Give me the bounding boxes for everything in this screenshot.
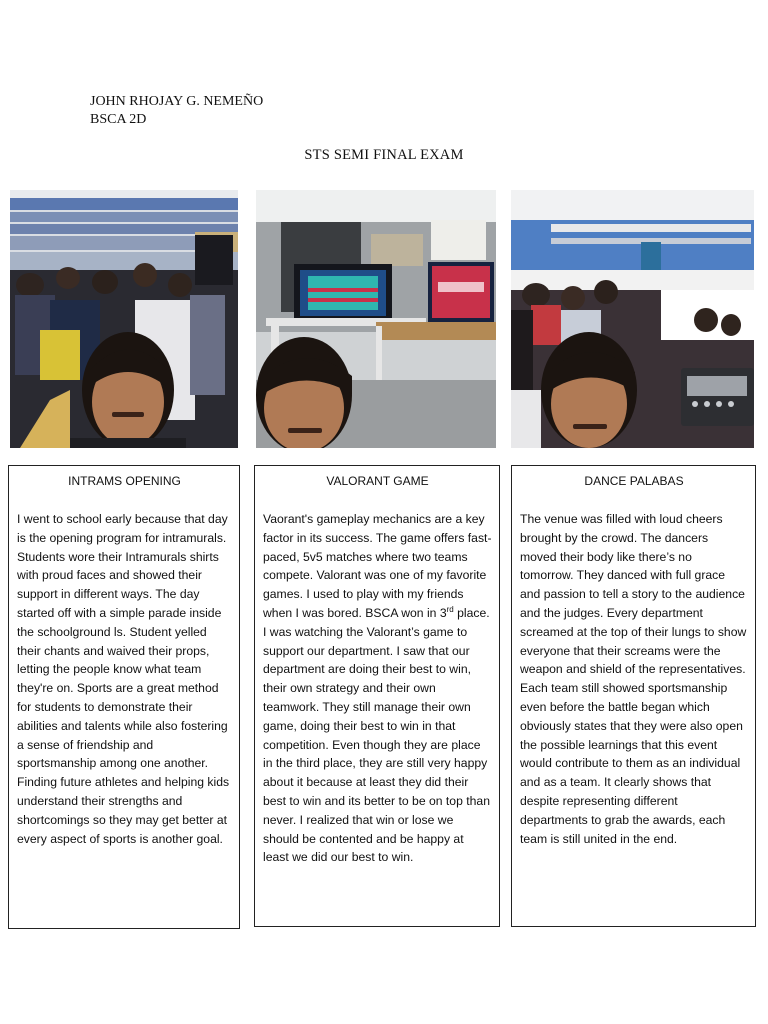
document-title: STS SEMI FINAL EXAM <box>304 147 464 163</box>
ordinal-suffix: rd <box>446 604 454 614</box>
photo-intrams-opening <box>10 190 238 448</box>
photo-intrams-opening-image <box>10 190 238 448</box>
section-title: INTRAMS OPENING <box>68 474 181 488</box>
author-course: BSCA 2D <box>90 112 147 127</box>
section-body <box>263 510 492 867</box>
photo-dance-palabas <box>511 190 754 448</box>
photo-dance-palabas-image <box>511 190 754 448</box>
photo-valorant-game <box>256 190 496 448</box>
section-dance-palabas <box>511 465 756 927</box>
section-body-part-2: place. I was watching the Valorant’s game to support our department. I saw that our department are doing their best to win, their own strategy and their own teamwork. They still manage their own game, doing their best to win in that competition. Even though they are place in the third place, they are still very happy about it because at least they did their best to win and its better to be on top than never. I realized that win or lose we should be contented and be happy at least we did our best to win. <box>263 605 490 865</box>
section-body: The venue was filled with loud cheers brought by the crowd. The dancers moved their body like there’s no tomorrow. They danced with full grace and passion to tell a story to the audience and the judges. Every department screamed at the top of their lungs to show everyone that their screams were the weapon and shield of the representatives. Each team still showed sportsmanship even before the battle began which obviously states that they were also open the possible learnings that this event would contribute to them as an individual and as a team. It clearly shows that despite representing different departments to grab the awards, each team is still united in the end. <box>520 512 747 846</box>
photo-valorant-game-image <box>256 190 496 448</box>
section-intrams-opening <box>8 465 240 929</box>
author-name: JOHN RHOJAY G. NEMEÑO <box>90 94 264 109</box>
section-body-part-1: Vaorant's gameplay mechanics are a key factor in its success. The game offers fast-paced, 5v5 matches where two teams compete. Valorant was one of my favorite games. I used to play with my friends when I was bored. BSCA won in 3 <box>263 512 492 620</box>
section-title: DANCE PALABAS <box>584 474 684 488</box>
section-body: I went to school early because that day is the opening program for intramurals. Students wore their Intramurals shirts with proud faces and showed their support in different ways. The day started off with a simple parade inside the schoolground ls. Student yelled their chants and waived their props, letting the people know what team they're on. Sports are a great method for students to demonstrate their abilities and talents while also fostering a sense of friendship and sportsmanship among one another. Finding future athletes and helping kids understand their strengths and shortcomings so they may get better at every aspect of sports is another goal. <box>17 512 230 846</box>
section-valorant-game <box>254 465 500 927</box>
section-title: VALORANT GAME <box>326 474 429 488</box>
